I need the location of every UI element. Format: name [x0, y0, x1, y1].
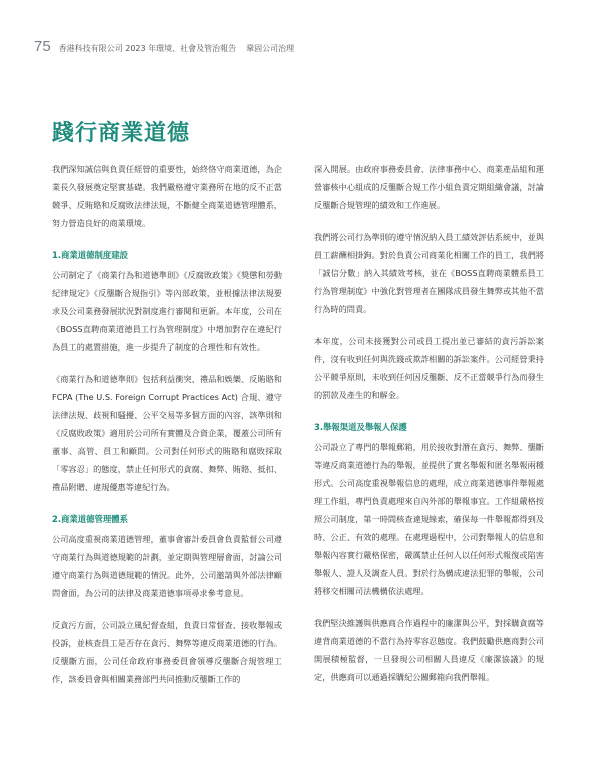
paragraph: 我們將公司行為準則的遵守情況納入員工績效評估系統中，並與員工薪酬相掛鉤。對於負責公司商業化相關工作的員工，我們將「誠信分數」納入其績效考核，並在《BOSS直聘商業體系員工行為管理制度》中強化對管理者在團隊成員發生舞弊或其他不當行為時的問責。 — [314, 232, 544, 314]
right-column — [314, 160, 544, 700]
paragraph: 我們堅決維護與供應商合作過程中的廉潔與公平，對採購貪腐等違背商業道德的不當行為持零容忍態度。我們鼓勵供應商對公司開展積極監督，一旦發現公司相關人員違反《廉潔協議》的規定，供應商可以通過採購紀公關郵箱向我們舉報。 — [314, 618, 544, 682]
page-title: 踐行商業道德 — [52, 121, 191, 146]
page-header — [34, 38, 560, 55]
subsection-heading: 1.商業道德制度建設 — [52, 250, 129, 260]
page-number: 75 — [34, 38, 51, 55]
paragraph: 公司制定了《商業行為和道德準則》《反腐敗政策》《獎懲和勞動紀律規定》《反壟斷合規指引》等內部政策，並根據法律法規要求及公司業務發展狀況對制度進行審閱和更新。本年度，公司在《BOSS直聘商業道德員工行為管理制度》中增加對存在違紀行為員工的處置措施，進一步提升了制度的合理性和有效性。 — [52, 270, 282, 352]
report-title: 香港科技有限公司 2023 年環境、社會及管治報告 — [58, 44, 237, 53]
paragraph: 本年度，公司未接獲對公司或員工提出並已審結的貪污訴訟案件，沒有收到任何與洗錢或欺詐相關的訴訟案件。公司經營秉持公平競爭原則，未收到任何因反壟斷、反不正當競爭行為而發生的罰款及產生的和解金。 — [314, 336, 544, 400]
section-name: 鞏固公司治理 — [246, 44, 295, 53]
paragraph: 《商業行為和道德準則》包括利益衝突、禮品和娛樂、反賄賂和FCPA (The U.S. Foreign Corrupt Practices Act) 合規、遵守法律法規、歧視和騷擾、公平交易等多個方面的內容，該準則和《反腐敗政策》適用於公司所有實體及合資企業，覆蓋公司所有董事、高管、員工和顧問。公司對任何形式的賄賂和腐敗採取「零容忍」的態度，禁止任何形式的貪腐、舞弊、賄賂、抵扣、禮品附贈、違規優惠等違紀行為。 — [52, 374, 282, 492]
paragraph: 深入開展。由政府事務委員會、法律事務中心、商業產品組和運營審核中心組成的反壟斷合規工作小組負責定期組織會議，討論反壟斷合規管理的績效和工作進展。 — [314, 164, 544, 210]
paragraph: 公司設立了專門的舉報郵箱，用於接收對潛在貪污、舞弊、壟斷等違反商業道德行為的舉報，並提供了實名舉報和匿名舉報兩種形式。公司高度重視舉報信息的處理，成立商業道德事件舉報處理工作組，專門負責處理來自內外部的舉報事宜。工作組嚴格按照公司制度，第一時間核查違規線索，確保每一件舉報都得到及時、公正、有效的處理。在處理過程中，公司對舉報人的信息和舉報內容實行嚴格保密，嚴厲禁止任何人以任何形式報復或陷害舉報人、證人及調查人員。對於行為構成違法犯罪的舉報，公司將移交相關司法機構依法處理。 — [314, 442, 544, 596]
subsection-heading: 3.舉報渠道及舉報人保護 — [314, 422, 407, 432]
subsection-heading: 2.商業道德管理體系 — [52, 514, 129, 524]
paragraph: 公司高度重視商業道德管理，董事會審計委員會負責監督公司遵守商業行為與道德規範的計劃，並定期與管理層會面，討論公司遵守商業行為與道德規範的情況。此外，公司邀請與外部法律顧問會面，為公司的法律及商業道德事項尋求參考意見。 — [52, 534, 282, 598]
paragraph: 反貪污方面，公司設立風紀督查組，負責日常督查、接收舉報或投訴，並核查員工是否存在貪污、舞弊等違反商業道德的行為。反壟斷方面，公司任命政府事務委員會領導反壟斷合規管理工作，該委員會與相關業務部門共同推動反壟斷工作的 — [52, 620, 282, 684]
intro-paragraph: 我們深知誠信與負責任經營的重要性，始終恪守商業道德，為企業長久發展奠定堅實基礎。我們嚴格遵守業務所在地的反不正當競爭、反賄賂和反腐敗法律法規，不斷健全商業道德管理體系，努力營造良好的商業環境。 — [52, 164, 282, 228]
left-column — [52, 160, 282, 702]
